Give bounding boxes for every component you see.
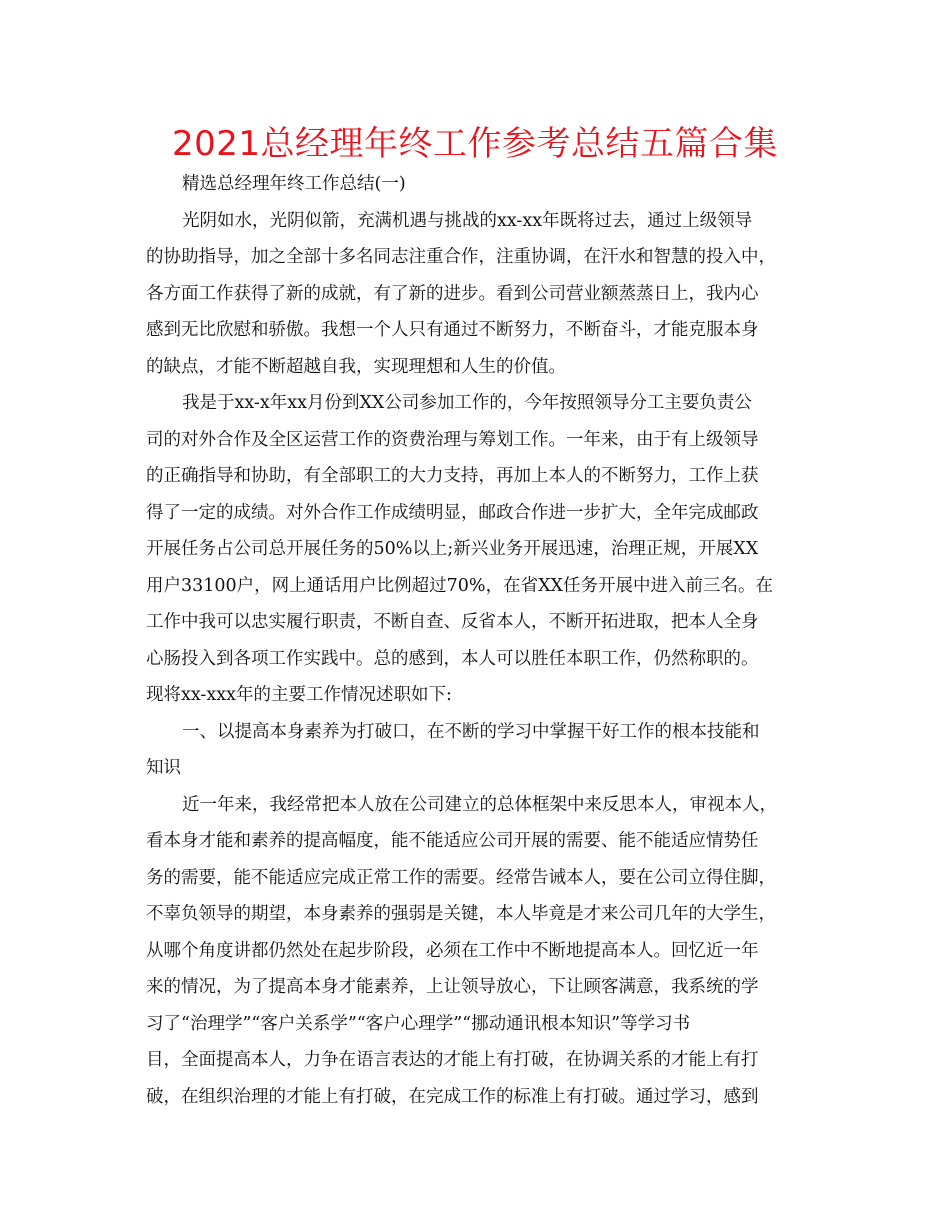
text-line: 工作中我可以忠实履行职责，不断自查、反省本人，不断开拓进取，把本人全身	[146, 612, 759, 632]
text-line: 从哪个角度讲都仍然处在起步阶段，必须在工作中不断地提高本人。回忆近一年	[146, 940, 759, 961]
text-line: 各方面工作获得了新的成就，有了新的进步。看到公司营业额蒸蒸日上，我内心	[146, 283, 759, 304]
text-line: 光阴如水，光阴似箭，充满机遇与挑战的xx-xx年既将过去，通过上级领导	[182, 210, 753, 231]
text-line: 近一年来，我经常把本人放在公司建立的总体框架中来反思本人，审视本人，	[182, 794, 777, 815]
text-line: 目，全面提高本人，力争在语言表达的才能上有打破，在协调关系的才能上有打	[146, 1050, 759, 1070]
text-line: 看本身才能和素养的提高幅度，能不能适应公司开展的需要、能不能适应情势任	[146, 831, 759, 851]
text-line: 破，在组织治理的才能上有打破，在完成工作的标准上有打破。通过学习，感到	[146, 1086, 759, 1107]
text-line: 的缺点，才能不断超越自我，实现理想和人生的价值。	[146, 356, 566, 377]
text-line: 开展任务占公司总开展任务的50%以上;新兴业务开展迅速，治理正规，开展XX	[146, 539, 759, 559]
text-line: 的正确指导和协助，有全部职工的大力支持，再加上本人的不断努力，工作上获	[146, 466, 759, 486]
text-line: 一、以提高本身素养为打破口，在不断的学习中掌握干好工作的根本技能和	[182, 721, 760, 742]
text-line: 精选总经理年终工作总结(一)	[182, 174, 406, 194]
text-line: 务的需要，能不能适应完成正常工作的需要。经常告诫本人，要在公司立得住脚，	[146, 867, 776, 888]
text-line: 用户33100户，网上通话用户比例超过70%，在省XX任务开展中进入前三名。在	[146, 575, 773, 596]
text-line: 来的情况，为了提高本身才能素养，上让领导放心，下让顾客满意，我系统的学	[146, 977, 759, 997]
document-body	[146, 166, 806, 1115]
text-line: 心肠投入到各项工作实践中。总的感到，本人可以胜任本职工作，仍然称职的。	[146, 648, 759, 669]
text-line: 我是于xx-x年xx月份到XX公司参加工作的，今年按照领导分工主要负责公	[182, 393, 752, 413]
text-line: 司的对外合作及全区运营工作的资费治理与筹划工作。一年来，由于有上级领导	[146, 429, 759, 450]
text-line: 习了“治理学”“客户关系学”“客户心理学”“挪动通讯根本知识”等学习书	[146, 1013, 691, 1034]
text-line: 现将xx-xxx年的主要工作情况述职如下:	[146, 685, 452, 705]
document-title: 2021总经理年终工作参考总结五篇合集	[171, 124, 779, 164]
text-line: 的协助指导，加之全部十多名同志注重合作，注重协调，在汗水和智慧的投入中，	[146, 247, 776, 267]
text-line: 感到无比欣慰和骄傲。我想一个人只有通过不断努力，不断奋斗，才能克服本身	[146, 320, 759, 340]
text-line: 知识	[146, 758, 181, 778]
text-line: 不辜负领导的期望，本身素养的强弱是关键，本人毕竟是才来公司几年的大学生，	[146, 904, 776, 924]
text-line: 得了一定的成绩。对外合作工作成绩明显，邮政合作进一步扩大，全年完成邮政	[146, 502, 759, 523]
